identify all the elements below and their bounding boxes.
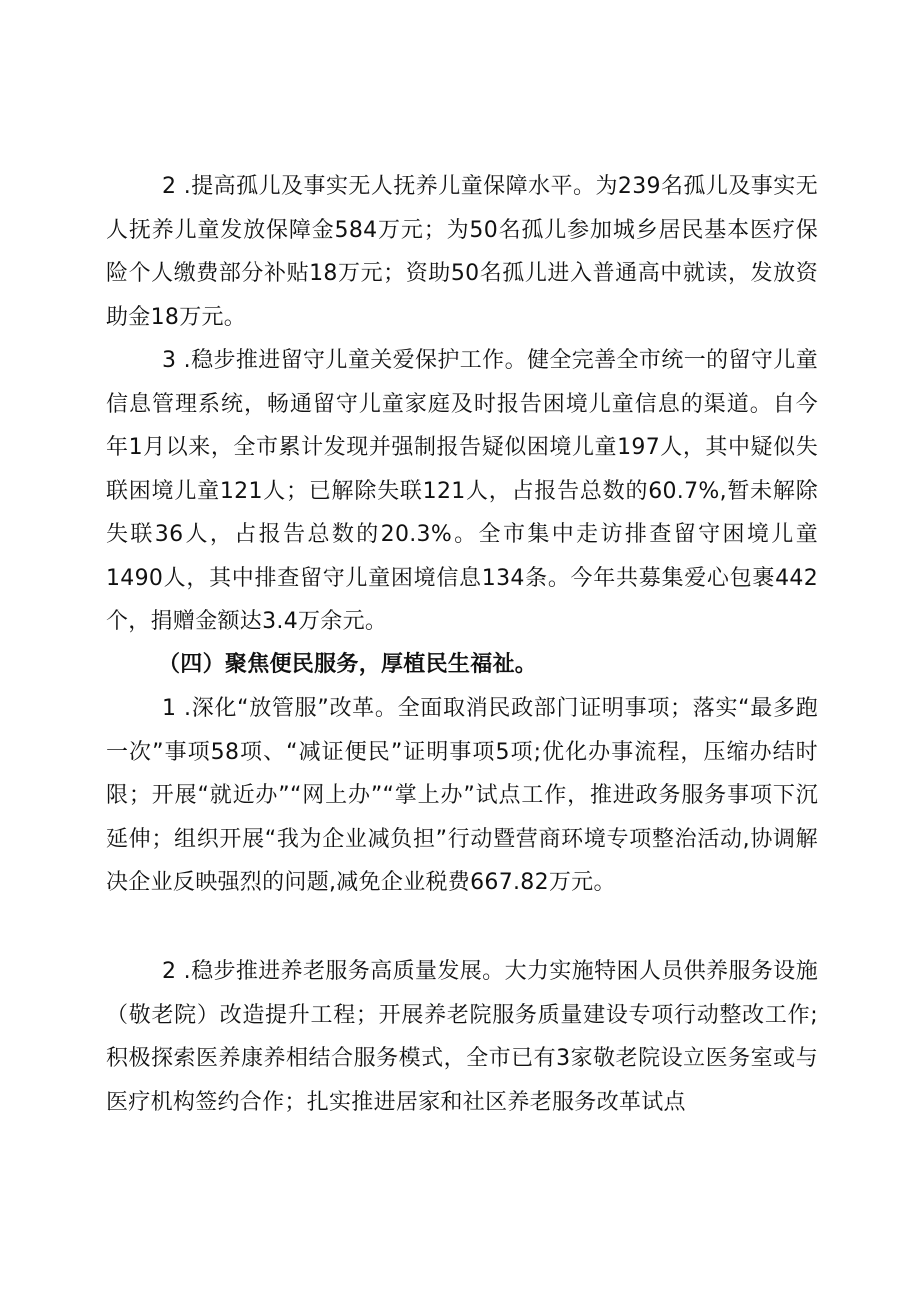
section-heading-convenience-services: （四）聚焦便民服务，厚植民生福祉。 (158, 652, 538, 677)
paragraph-administrative-reform: 1 .深化“放管服”改革。全面取消民政部门证明事项；落实“最多跑一次”事项58项、“减证便民”证明事项5项;优化办事流程，压缩办结时限；开展“就近办”“网上办”“掌上办”试点工作，推进政务服务事项下沉延伸；组织开展“我为企业减负担”行动暨营商环境专项整治活动,协调解决企业反映强烈的问题,减免企业税费667.82万元。 (106, 696, 818, 895)
paragraph-elderly-care: 2 .稳步推进养老服务高质量发展。大力实施特困人员供养服务设施（敬老院）改造提升工程；开展养老院服务质量建设专项行动整改工作;积极探索医养康养相结合服务模式，全市已有3家敬老院设立医务室或与医疗机构签约合作；扎实推进居家和社区养老服务改革试点 (106, 959, 818, 1115)
paragraph-left-behind-children: 3 .稳步推进留守儿童关爱保护工作。健全完善全市统一的留守儿童信息管理系统，畅通留守儿童家庭及时报告困境儿童信息的渠道。自今年1月以来，全市累计发现并强制报告疑似困境儿童197人，其中疑似失联困境儿童121人；已解除失联121人，占报告总数的60.7%,暂未解除失联36人，占报告总数的20.3%。全市集中走访排查留守困境儿童1490人，其中排查留守儿童困境信息134条。今年共募集爱心包裹442个，捐赠金额达3.4万余元。 (106, 348, 818, 634)
paragraph-orphan-support: 2 .提高孤儿及事实无人抚养儿童保障水平。为239名孤儿及事实无人抚养儿童发放保障金584万元；为50名孤儿参加城乡居民基本医疗保险个人缴费部分补贴18万元；资助50名孤儿进入普通高中就读，发放资助金18万元。 (106, 174, 818, 330)
